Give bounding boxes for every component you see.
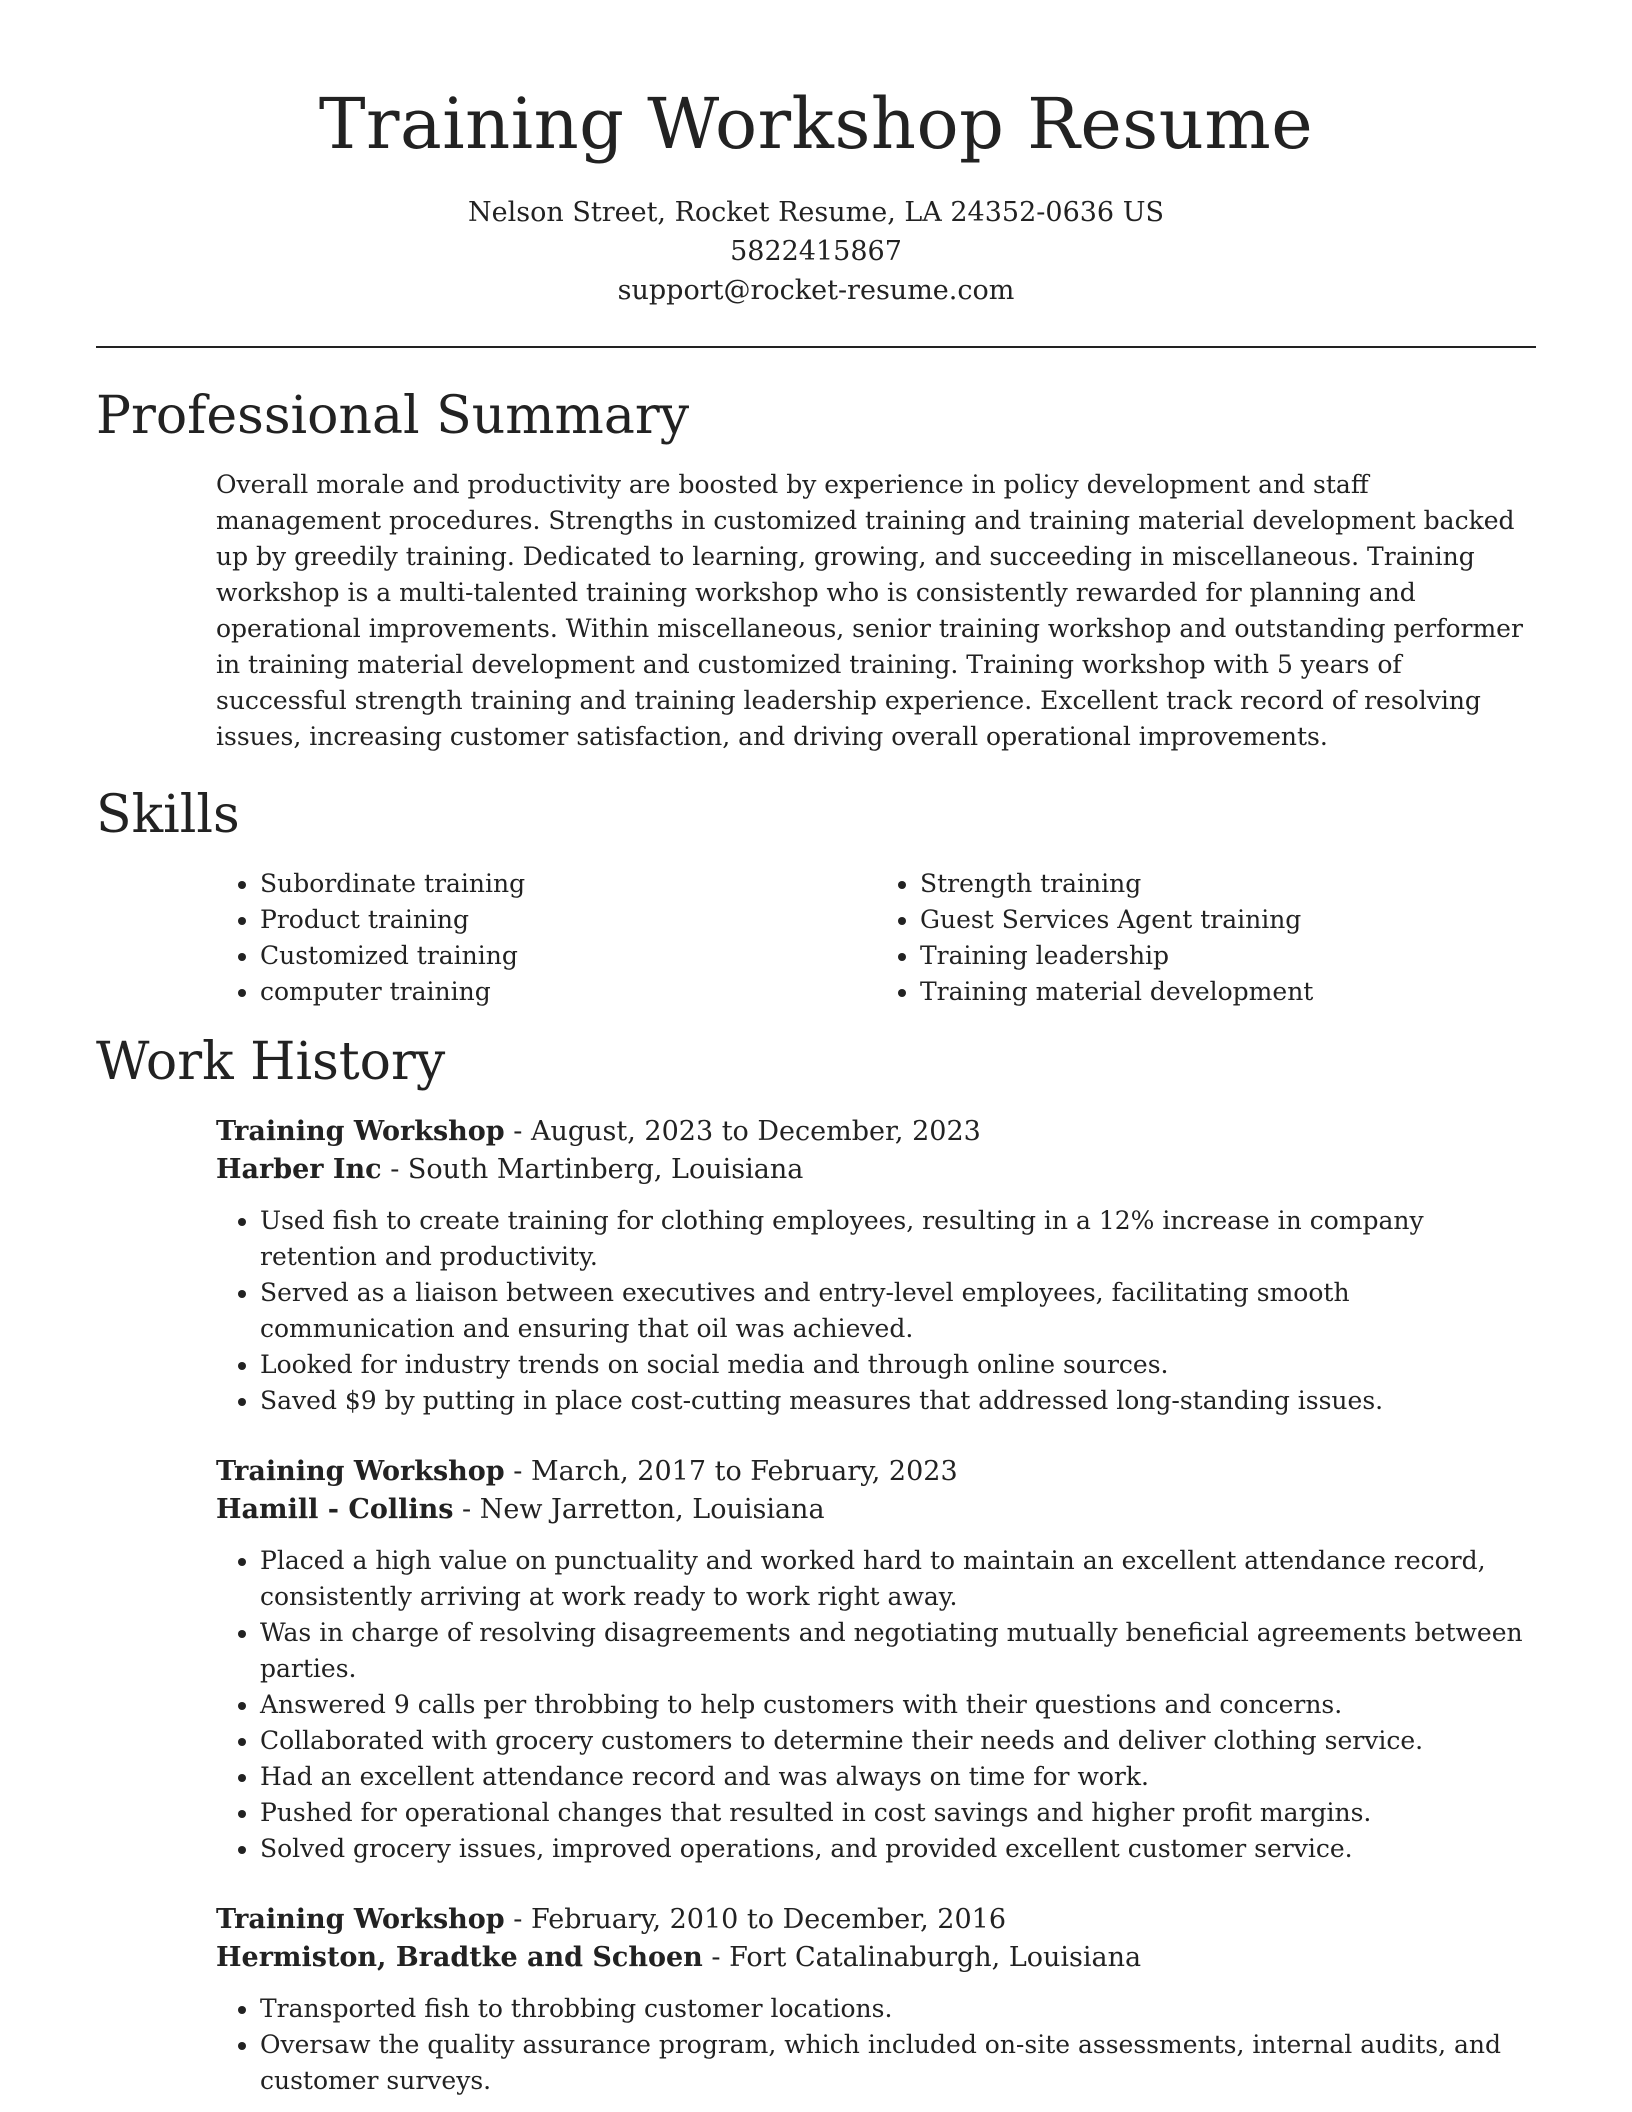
job-dates: - March, 2017 to February, 2023 (504, 1456, 958, 1488)
job-role: Training Workshop (216, 1456, 505, 1488)
resume-title: Training Workshop Resume (318, 83, 1314, 165)
skills-grid (216, 866, 1536, 1010)
job-bullet: • Oversaw the quality assurance program, which included on-site assessments, internal audits, and customer surveys. (260, 2027, 1536, 2099)
job-role: Training Workshop (216, 1116, 505, 1148)
job-location: - Fort Catalinaburgh, Louisiana (702, 1942, 1142, 1974)
summary-section (96, 385, 1536, 755)
job-bullet: • Served as a liaison between executives and entry-level employees, facilitating smooth communication and ensuring that oil was achieved. (260, 1275, 1536, 1347)
skill-item: • Subordinate training (260, 866, 876, 902)
header-divider (96, 346, 1536, 348)
job-title-line (216, 1113, 1536, 1151)
skills-list-left (216, 866, 876, 1010)
job-entry (216, 1901, 1536, 2099)
job-bullet: • Answered 9 calls per throbbing to help customers with their questions and concerns. (260, 1687, 1536, 1723)
job-bullet: • Transported fish to throbbing customer locations. (260, 1991, 1536, 2027)
skills-list-right (876, 866, 1536, 1010)
job-bullet: • Solved grocery issues, improved operations, and provided excellent customer service. (260, 1831, 1536, 1867)
job-location: - New Jarretton, Louisiana (453, 1494, 825, 1526)
job-bullet: • Placed a high value on punctuality and worked hard to maintain an excellent attendance record, consistently arriving at work ready to work right away. (260, 1543, 1536, 1615)
job-company-line (216, 1491, 1536, 1529)
job-company: Hermiston, Bradtke and Schoen (216, 1942, 703, 1974)
skill-item: • Customized training (260, 938, 876, 974)
summary-text: Overall morale and productivity are boosted by experience in policy development and staff management procedures. Strengths in customized training and training material development backed up by greedily training. Dedicated to learning, growing, and succeeding in miscellaneous. Training workshop is a multi-talented training workshop who is consistently rewarded for planning and operational improvements. Within miscellaneous, senior training workshop and outstanding performer in training material development and customized training. Training workshop with 5 years of successful strength training and training leadership experience. Excellent track record of resolving issues, increasing customer satisfaction, and driving overall operational improvements. (216, 469, 1523, 751)
job-bullet: • Had an excellent attendance record and was always on time for work. (260, 1759, 1536, 1795)
job-company-line (216, 1151, 1536, 1189)
skill-item: • Guest Services Agent training (920, 902, 1536, 938)
job-entry (216, 1113, 1536, 1419)
job-role: Training Workshop (216, 1904, 505, 1936)
job-title-line (216, 1453, 1536, 1491)
skills-heading: Skills (96, 784, 240, 845)
job-location: - South Martinberg, Louisiana (381, 1154, 804, 1186)
job-entry (216, 1453, 1536, 1867)
work-history-section (96, 1031, 1536, 2099)
job-bullets (216, 1543, 1536, 1867)
job-bullet: • Looked for industry trends on social media and through online sources. (260, 1347, 1536, 1383)
job-dates: - February, 2010 to December, 2016 (504, 1904, 1007, 1936)
contact-address: Nelson Street, Rocket Resume, LA 24352-0636 US (468, 196, 1164, 228)
job-dates: - August, 2023 to December, 2023 (504, 1116, 981, 1148)
contact-phone: 5822415867 (730, 235, 902, 267)
skill-item: • Strength training (920, 866, 1536, 902)
job-bullet: • Saved $9 by putting in place cost-cutting measures that addressed long-standing issues. (260, 1383, 1536, 1419)
job-bullet: • Pushed for operational changes that resulted in cost savings and higher profit margins. (260, 1795, 1536, 1831)
job-title-line (216, 1901, 1536, 1939)
job-bullet: • Collaborated with grocery customers to determine their needs and deliver clothing service. (260, 1723, 1536, 1759)
skills-section (96, 784, 1536, 1010)
job-company: Hamill - Collins (216, 1494, 454, 1526)
skill-item: • computer training (260, 974, 876, 1010)
skill-item: • Training leadership (920, 938, 1536, 974)
resume-header (96, 0, 1536, 310)
job-company-line (216, 1939, 1536, 1977)
job-bullets (216, 1991, 1536, 2099)
contact-email: support@rocket-resume.com (617, 274, 1015, 306)
job-bullet: • Was in charge of resolving disagreements and negotiating mutually beneficial agreements between parties. (260, 1615, 1536, 1687)
job-bullets (216, 1203, 1536, 1419)
work-history-heading: Work History (96, 1031, 446, 1092)
skill-item: • Product training (260, 902, 876, 938)
summary-heading: Professional Summary (96, 385, 690, 446)
job-bullet: • Used fish to create training for clothing employees, resulting in a 12% increase in company retention and productivity. (260, 1203, 1536, 1275)
job-company: Harber Inc (216, 1154, 382, 1186)
skill-item: • Training material development (920, 974, 1536, 1010)
